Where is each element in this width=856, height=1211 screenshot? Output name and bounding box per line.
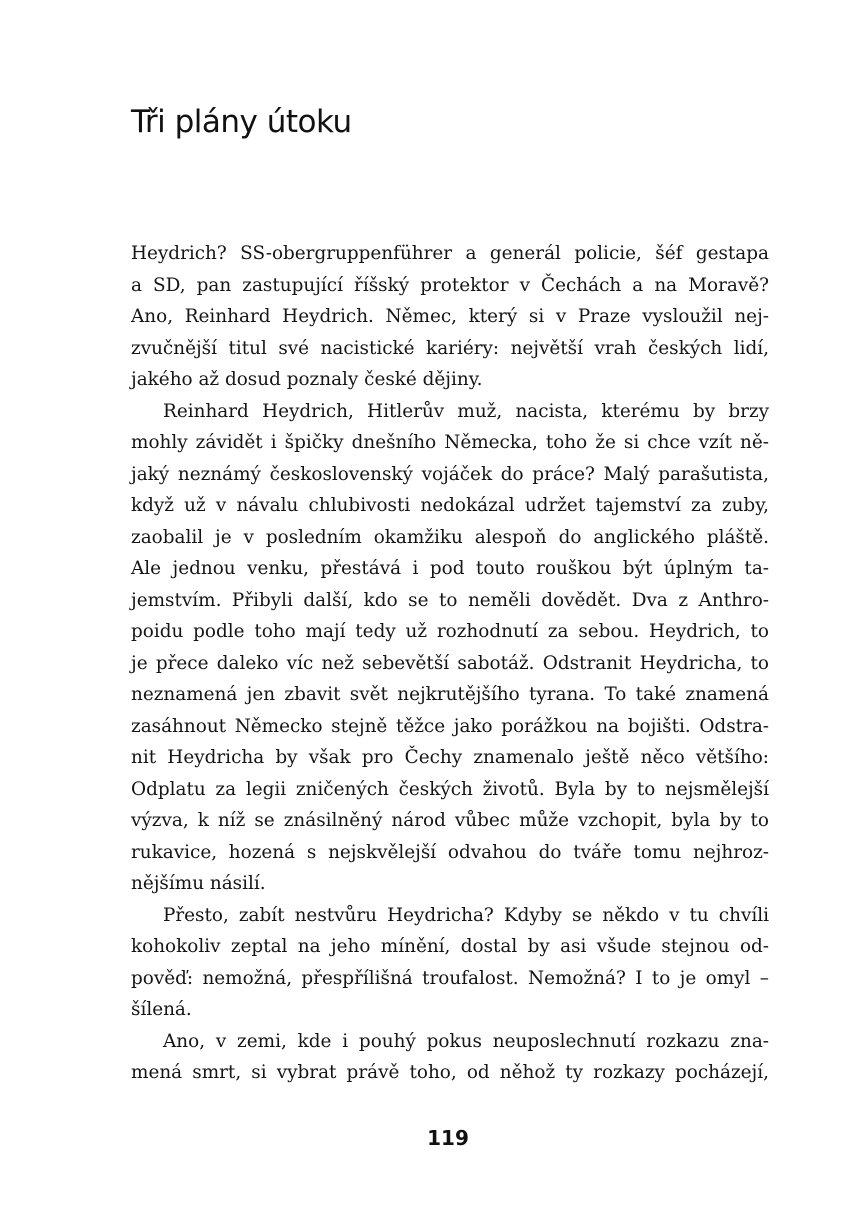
paragraph-3 (131, 900, 769, 1026)
paragraph-1 (131, 238, 769, 396)
text-line: neznamená jen zbavit svět nejkrutějšího tyrana. To také znamená (131, 684, 769, 705)
text-line: jakého až dosud poznaly české dějiny. (131, 369, 483, 390)
page-number: 119 (427, 1126, 469, 1150)
text-line: zvučnější titul své nacistické kariéry: největší vrah českých lidí, (131, 337, 769, 359)
text-line: jaký neznámý československý vojáček do práce? Malý parašutista, (131, 463, 769, 485)
text-line: Přesto, zabít nestvůru Heydricha? Kdyby se někdo v tu chvíli (163, 904, 769, 926)
text-line: Ano, v zemi, kde i pouhý pokus neuposlechnutí rozkazu zna- (163, 1030, 769, 1052)
text-line: Heydrich? SS-obergruppenführer a generál policie, šéf gestapa (131, 243, 769, 264)
text-line: kohokoliv zeptal na jeho mínění, dostal by asi všude stejnou od- (131, 936, 769, 957)
body-text (131, 238, 769, 1089)
text-line: a SD, pan zastupující říšský protektor v Čechách a na Moravě? (131, 274, 769, 296)
text-line: poidu podle toho mají tedy už rozhodnutí za sebou. Heydrich, to (131, 621, 769, 642)
text-line: mohly závidět i špičky dnešního Německa, toho že si chce vzít ně- (131, 432, 769, 453)
text-line: zaobalil je v posledním okamžiku alespoň do anglického pláště. (131, 526, 769, 548)
text-line: nějšímu násilí. (131, 873, 266, 894)
text-line: výzva, k níž se znásilněný národ vůbec může vzchopit, byla by to (131, 810, 769, 831)
text-line: Reinhard Heydrich, Hitlerův muž, nacista, kterému by brzy (163, 400, 769, 422)
chapter-title: Tři plány útoku (131, 104, 352, 140)
text-line: když už v návalu chlubivosti nedokázal udržet tajemství za zuby, (131, 495, 769, 516)
paragraph-4 (131, 1026, 769, 1089)
text-line: Ale jednou venku, přestává i pod touto rouškou být úplným ta- (131, 558, 769, 579)
text-line: Odplatu za legii zničených českých životů. Byla by to nejsmělejší (131, 778, 769, 800)
text-line: nit Heydricha by však pro Čechy znamenalo ještě něco většího: (131, 747, 769, 768)
text-line: rukavice, hozená s nejskvělejší odvahou do tváře tomu nejhroz- (131, 841, 769, 863)
paragraph-2 (131, 396, 769, 900)
text-line: Ano, Reinhard Heydrich. Němec, který si v Praze vysloužil nej- (131, 306, 769, 327)
text-line: jemstvím. Přibyli další, kdo se to neměli dovědět. Dva z Anthro- (131, 589, 769, 611)
text-line: šílená. (131, 999, 192, 1020)
text-line: mená smrt, si vybrat právě toho, od něhož ty rozkazy pocházejí, (131, 1062, 769, 1083)
text-line: pověď: nemožná, přespřílišná troufalost. Nemožná? I to je omyl – (131, 967, 769, 989)
text-line: zasáhnout Německo stejně těžce jako porážkou na bojišti. Odstra- (131, 715, 769, 737)
text-line: je přece daleko víc než sebevětší sabotáž. Odstranit Heydricha, to (131, 652, 769, 674)
